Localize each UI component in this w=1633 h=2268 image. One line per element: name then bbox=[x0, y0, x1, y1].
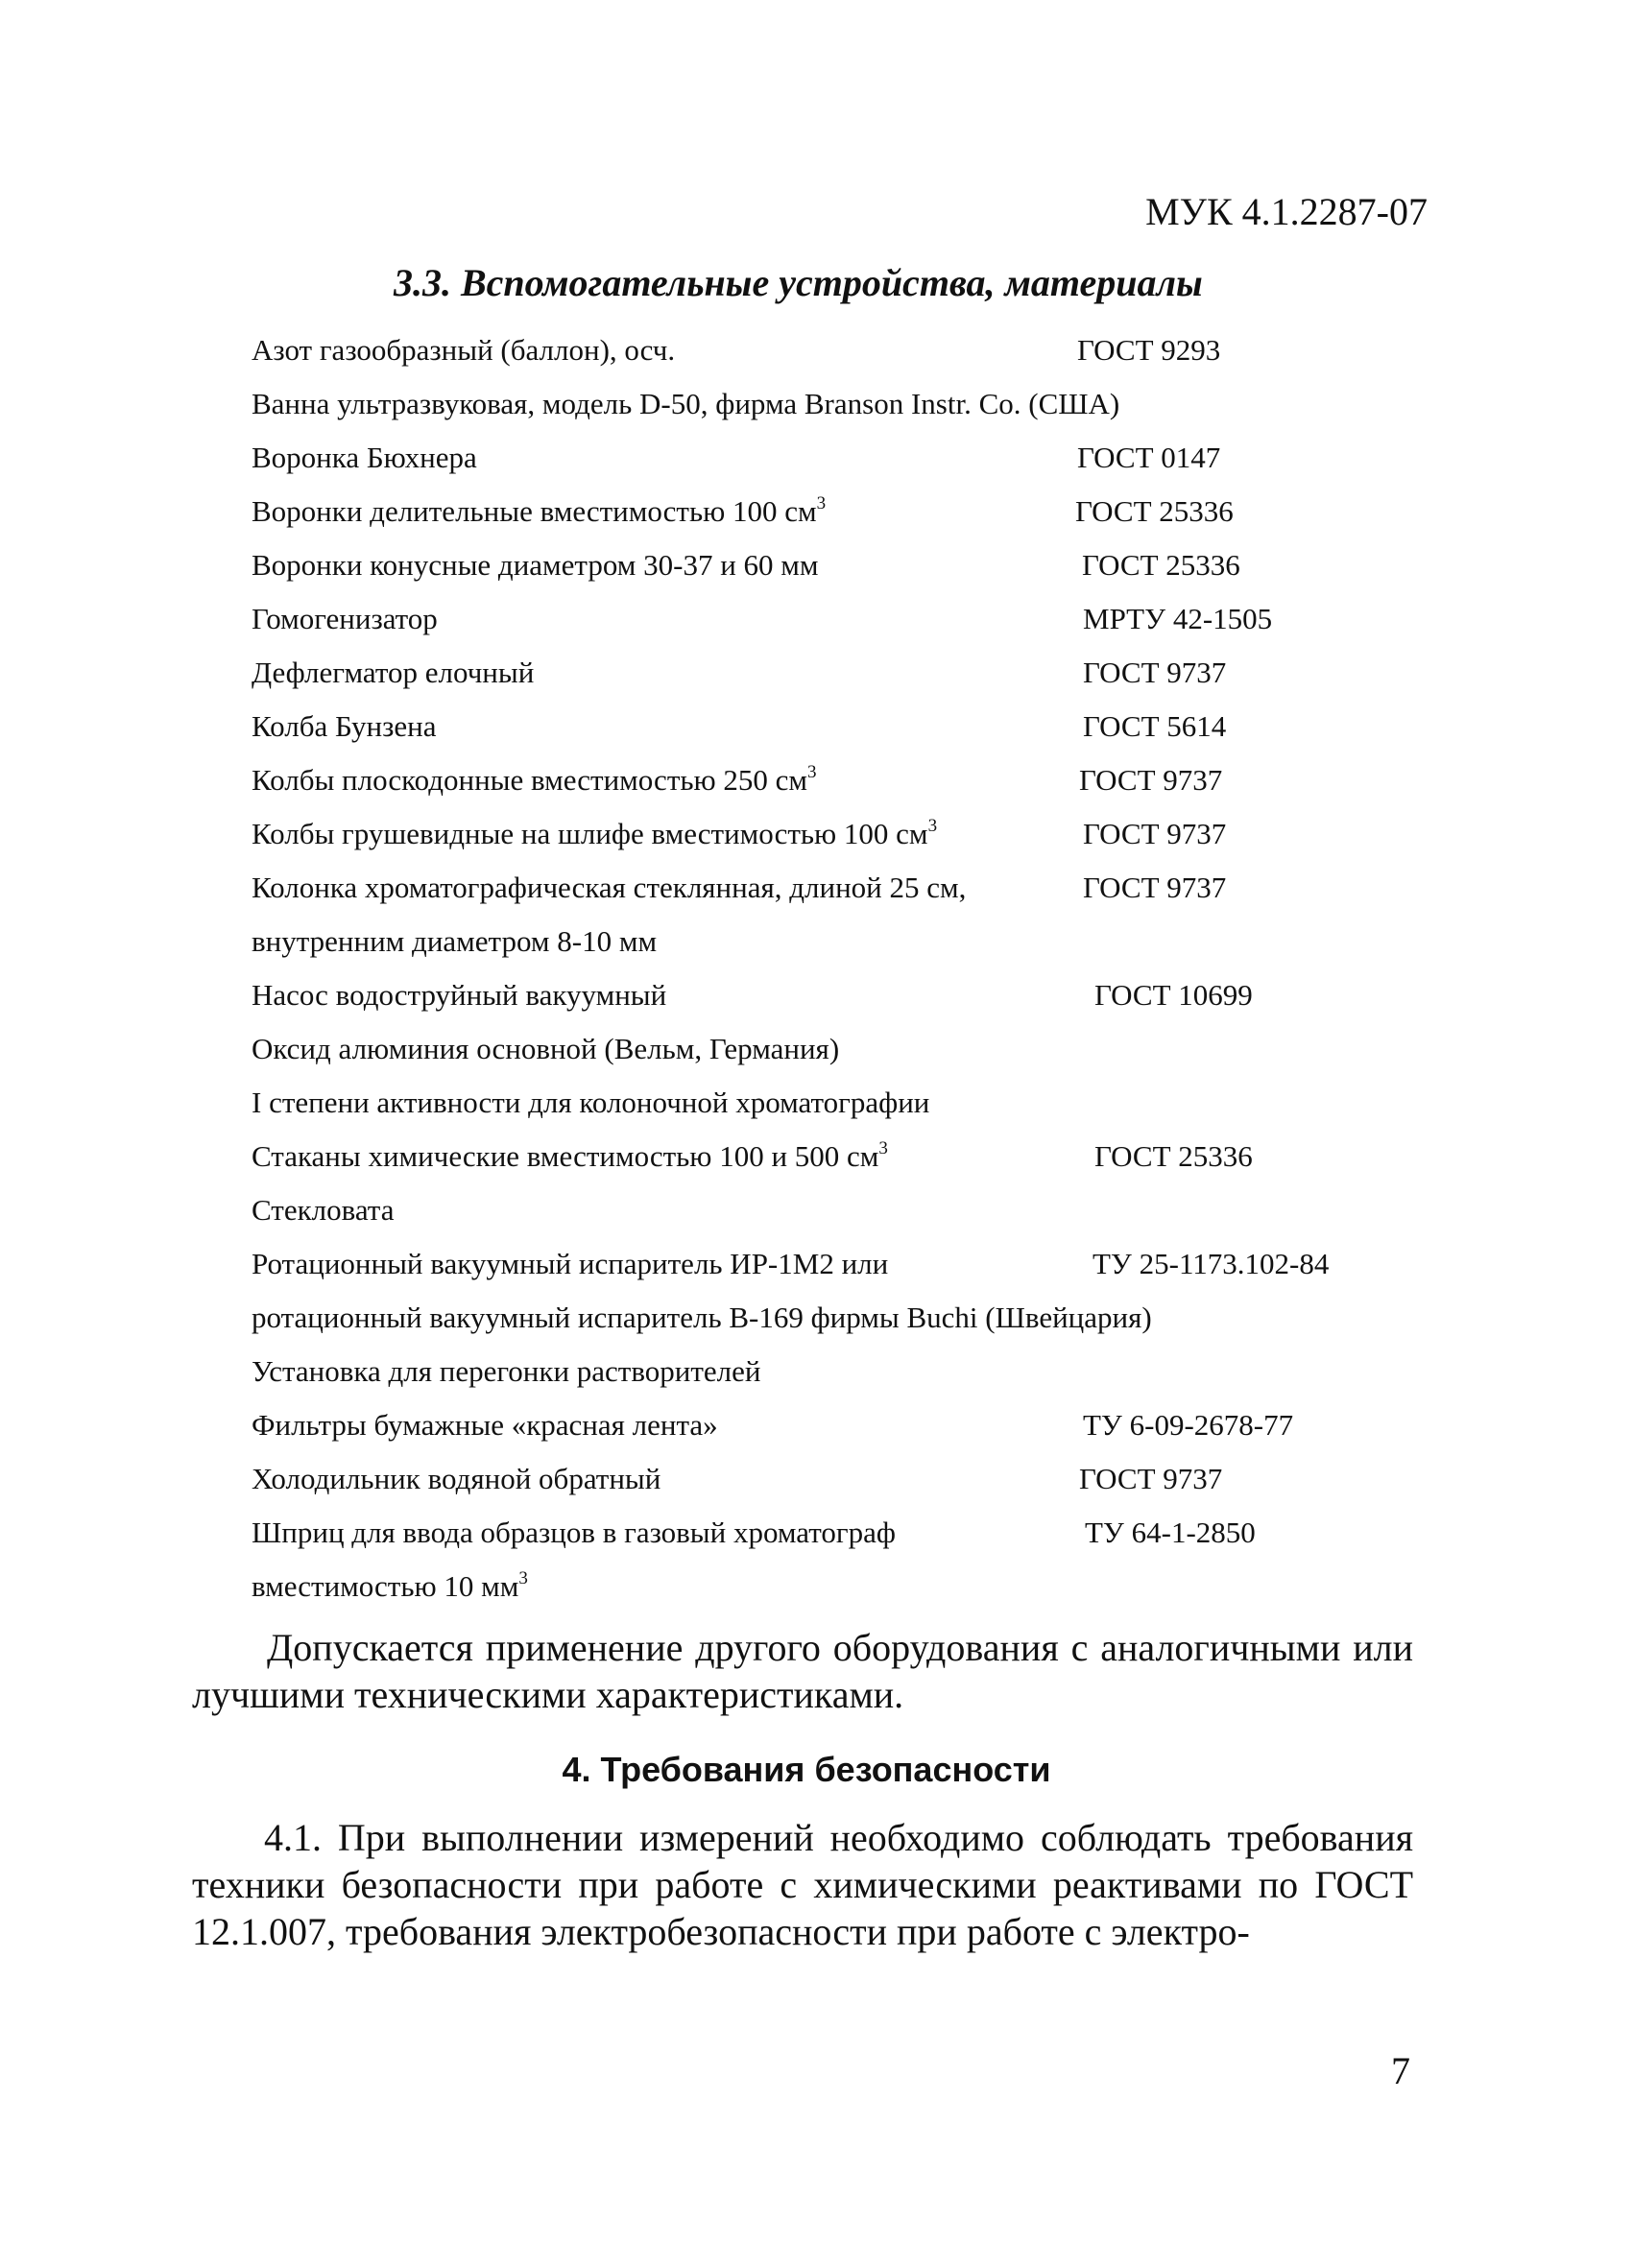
equipment-name bbox=[252, 1130, 888, 1183]
equipment-name bbox=[252, 1183, 394, 1237]
equipment-row bbox=[252, 1183, 1384, 1237]
equipment-name bbox=[252, 1076, 929, 1130]
equipment-name bbox=[252, 968, 666, 1022]
equipment-name bbox=[252, 807, 937, 861]
equipment-name bbox=[252, 753, 817, 807]
equipment-name bbox=[252, 861, 966, 915]
equipment-row bbox=[252, 323, 1384, 377]
equipment-name-text: внутренним диаметром 8-10 мм bbox=[252, 924, 658, 958]
equipment-name-text: Ванна ультразвуковая, модель D-50, фирма Branson Instr. Co. (США) bbox=[252, 387, 1120, 420]
equipment-name bbox=[252, 592, 438, 646]
equipment-name-text: Холодильник водяной обратный bbox=[252, 1462, 661, 1495]
equipment-name-text: Насос водоструйный вакуумный bbox=[252, 978, 667, 1012]
equipment-name bbox=[252, 1345, 761, 1398]
equipment-name bbox=[252, 538, 819, 592]
equipment-name bbox=[252, 1506, 896, 1560]
equipment-row bbox=[252, 431, 1384, 485]
equipment-row bbox=[252, 377, 1384, 431]
equipment-name-text: Колонка хроматографическая стеклянная, длиной 25 см, bbox=[252, 871, 967, 904]
equipment-name-text: Гомогенизатор bbox=[252, 602, 438, 635]
equipment-standard: ГОСТ 9737 bbox=[1079, 763, 1223, 797]
equipment-name bbox=[252, 1291, 1152, 1345]
equipment-standard: ТУ 6-09-2678-77 bbox=[1083, 1408, 1294, 1442]
equipment-standard: ГОСТ 9737 bbox=[1083, 871, 1227, 904]
equipment-row bbox=[252, 1076, 1384, 1130]
equipment-name bbox=[252, 377, 1119, 431]
unit-exponent: 3 bbox=[807, 762, 817, 782]
equipment-list bbox=[252, 323, 1384, 1613]
equipment-row bbox=[252, 646, 1384, 700]
equipment-row bbox=[252, 968, 1384, 1022]
equipment-standard: ГОСТ 25336 bbox=[1082, 548, 1240, 582]
equipment-row bbox=[252, 485, 1384, 538]
equipment-standard: ГОСТ 9293 bbox=[1077, 333, 1221, 367]
equipment-name-text: Воронки конусные диаметром 30-37 и 60 мм bbox=[252, 548, 819, 582]
equipment-name-text: Ротационный вакуумный испаритель ИР-1М2 или bbox=[252, 1247, 889, 1280]
equipment-row bbox=[252, 1291, 1384, 1345]
equipment-row bbox=[252, 1398, 1384, 1452]
equipment-note: Допускается применение другого оборудования с аналогичными или лучшими техническими характеристиками. bbox=[192, 1626, 1413, 1716]
equipment-row bbox=[252, 915, 1384, 968]
equipment-name bbox=[252, 323, 675, 377]
equipment-row bbox=[252, 807, 1384, 861]
equipment-name-text: Установка для перегонки растворителей bbox=[252, 1354, 761, 1388]
equipment-name bbox=[252, 1560, 528, 1613]
equipment-standard: ГОСТ 5614 bbox=[1083, 709, 1227, 743]
equipment-name-text: Дефлегматор елочный bbox=[252, 656, 535, 689]
equipment-name-text: Фильтры бумажные «красная лента» bbox=[252, 1408, 718, 1442]
equipment-standard: МРТУ 42-1505 bbox=[1083, 602, 1273, 635]
chapter-heading: 4. Требования безопасности bbox=[562, 1750, 1051, 1789]
equipment-name-text: Колбы плоскодонные вместимостью 250 см bbox=[252, 763, 808, 797]
equipment-row bbox=[252, 1022, 1384, 1076]
equipment-name-text: Стекловата bbox=[252, 1193, 395, 1227]
equipment-name bbox=[252, 485, 826, 538]
equipment-standard: ГОСТ 9737 bbox=[1083, 817, 1227, 850]
equipment-standard: ГОСТ 10699 bbox=[1094, 978, 1253, 1012]
equipment-standard: ТУ 25-1173.102-84 bbox=[1093, 1247, 1330, 1280]
equipment-row bbox=[252, 753, 1384, 807]
equipment-name bbox=[252, 1237, 888, 1291]
equipment-name-text: Воронка Бюхнера bbox=[252, 441, 477, 474]
equipment-standard: ГОСТ 9737 bbox=[1083, 656, 1227, 689]
equipment-name-text: Оксид алюминия основной (Вельм, Германия) bbox=[252, 1032, 840, 1065]
equipment-row bbox=[252, 1506, 1384, 1560]
equipment-standard: ТУ 64-1-2850 bbox=[1085, 1516, 1256, 1549]
unit-exponent: 3 bbox=[518, 1568, 528, 1588]
section-heading: 3.3. Вспомогательные устройства, материалы bbox=[394, 261, 1203, 304]
unit-exponent: 3 bbox=[816, 493, 827, 513]
unit-exponent: 3 bbox=[878, 1138, 888, 1158]
equipment-name bbox=[252, 915, 657, 968]
equipment-name-text: Стаканы химические вместимостью 100 и 500 см bbox=[252, 1139, 879, 1173]
equipment-row bbox=[252, 1237, 1384, 1291]
page-number: 7 bbox=[1391, 2049, 1410, 2092]
equipment-name bbox=[252, 1398, 718, 1452]
equipment-row bbox=[252, 538, 1384, 592]
document-code: МУК 4.1.2287-07 bbox=[1145, 190, 1428, 233]
unit-exponent: 3 bbox=[927, 816, 938, 836]
equipment-row bbox=[252, 861, 1384, 915]
equipment-name bbox=[252, 1022, 839, 1076]
equipment-row bbox=[252, 1345, 1384, 1398]
equipment-name-text: Колба Бунзена bbox=[252, 709, 437, 743]
equipment-standard: ГОСТ 0147 bbox=[1077, 441, 1221, 474]
equipment-name bbox=[252, 646, 534, 700]
equipment-name bbox=[252, 431, 477, 485]
equipment-name-text: Шприц для ввода образцов в газовый хроматограф bbox=[252, 1516, 896, 1549]
equipment-row bbox=[252, 592, 1384, 646]
equipment-name-text: вместимостью 10 мм bbox=[252, 1569, 519, 1603]
equipment-row bbox=[252, 1452, 1384, 1506]
equipment-name-text: Азот газообразный (баллон), осч. bbox=[252, 333, 676, 367]
equipment-name bbox=[252, 1452, 660, 1506]
equipment-row bbox=[252, 1560, 1384, 1613]
equipment-row bbox=[252, 700, 1384, 753]
safety-paragraph: 4.1. При выполнении измерений необходимо соблюдать требования техники безопасности при работе с химическими реактивами по ГОСТ 12.1.007, требования электробезопасности при работе с электро- bbox=[192, 1816, 1413, 1953]
equipment-standard: ГОСТ 25336 bbox=[1075, 494, 1234, 528]
equipment-standard: ГОСТ 25336 bbox=[1094, 1139, 1253, 1173]
equipment-name bbox=[252, 700, 436, 753]
equipment-name-text: ротационный вакуумный испаритель В-169 фирмы Buchi (Швейцария) bbox=[252, 1301, 1152, 1334]
equipment-standard: ГОСТ 9737 bbox=[1079, 1462, 1223, 1495]
equipment-name-text: I степени активности для колоночной хроматографии bbox=[252, 1086, 930, 1119]
equipment-name-text: Воронки делительные вместимостью 100 см bbox=[252, 494, 817, 528]
equipment-name-text: Колбы грушевидные на шлифе вместимостью 100 см bbox=[252, 817, 928, 850]
equipment-row bbox=[252, 1130, 1384, 1183]
